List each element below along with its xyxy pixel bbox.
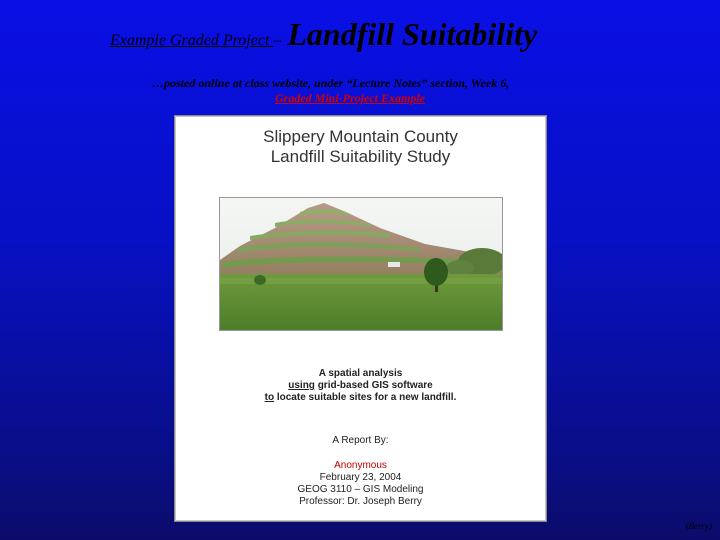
desc-line-3-rest: locate suitable sites for a new landfill. bbox=[274, 392, 457, 403]
desc-to: to bbox=[264, 392, 275, 403]
report-title-line-2: Landfill Suitability Study bbox=[270, 147, 451, 166]
report-desc-line-3 bbox=[176, 392, 545, 404]
slide-subtitle: …posted online at class website, under “Lecture Notes” section, Week 6, bbox=[152, 76, 510, 90]
desc-line-2-rest: grid-based GIS software bbox=[314, 380, 433, 391]
title-main: Landfill Suitability bbox=[287, 16, 538, 52]
title-dash: – bbox=[273, 32, 282, 49]
report-professor: Professor: Dr. Joseph Berry bbox=[299, 496, 422, 507]
report-course: GEOG 3110 – GIS Modeling bbox=[297, 484, 424, 495]
desc-using: using bbox=[288, 380, 315, 391]
report-desc-line-1: A spatial analysis bbox=[318, 368, 403, 379]
report-title-line-1: Slippery Mountain County bbox=[263, 127, 458, 146]
slide-title bbox=[110, 16, 537, 53]
landfill-mountain-photo bbox=[219, 197, 503, 331]
report-cover-page bbox=[175, 116, 546, 521]
title-prefix: Example Graded Project bbox=[110, 32, 274, 49]
report-by-label: A Report By: bbox=[332, 435, 389, 446]
mini-project-link[interactable]: Graded Mini-Project Example bbox=[275, 91, 425, 105]
credit-label: (Berry) bbox=[685, 521, 712, 531]
report-desc-line-2 bbox=[176, 380, 545, 392]
report-date: February 23, 2004 bbox=[319, 472, 402, 483]
report-author: Anonymous bbox=[334, 460, 387, 471]
